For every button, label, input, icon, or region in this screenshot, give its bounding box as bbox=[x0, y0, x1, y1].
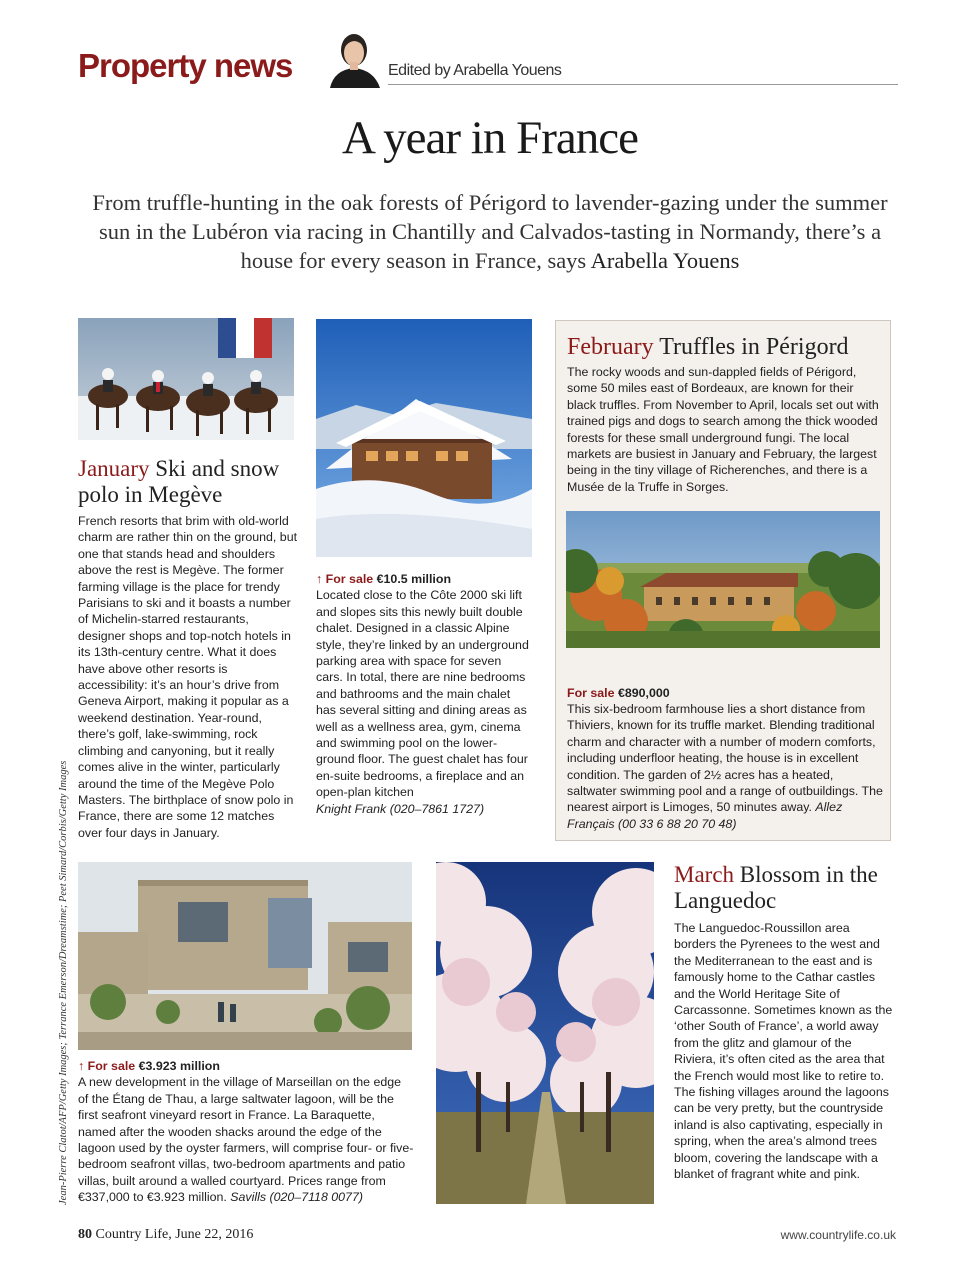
marseillan-sale-line bbox=[78, 1058, 414, 1074]
sale-arrow-icon: ↑ bbox=[78, 1059, 85, 1073]
february-month: February bbox=[567, 334, 654, 360]
section-header bbox=[78, 44, 898, 90]
marseillan-listing bbox=[78, 1058, 414, 1206]
standfirst-text: From truffle-hunting in the oak forests of Périgord to lavender-gazing under the summer sun in the Lubéron via racing in Chantilly and Calvados-tasting in Normandy, there’s a house for every season in France, says bbox=[92, 190, 888, 273]
march-heading bbox=[674, 862, 894, 914]
header-rule bbox=[388, 84, 898, 85]
editor-credit: Edited by Arabella Youens bbox=[388, 62, 562, 79]
chalet-agent: Knight Frank (020–7861 1727) bbox=[316, 801, 485, 816]
marseillan-development-photo bbox=[78, 862, 412, 1050]
standfirst-author: Arabella Youens bbox=[590, 248, 740, 273]
farmhouse-agent: Allez Français (00 33 6 88 20 70 48) bbox=[567, 800, 843, 831]
photo-credits-text: Jean-Pierre Clatot/AFP/Getty Images; Terrance Emerson/Dreamstime; Peet Simard/Corbis/Getty Images bbox=[58, 760, 69, 1205]
editor-portrait bbox=[322, 26, 386, 88]
page-number: 80 bbox=[78, 1227, 92, 1242]
march-title: Blossom in the Languedoc bbox=[674, 862, 878, 913]
footer-url[interactable]: www.countrylife.co.uk bbox=[780, 1228, 896, 1242]
chalet-listing bbox=[316, 571, 530, 817]
marseillan-agent: Savills (020–7118 0077) bbox=[230, 1190, 363, 1205]
section-title: Property news bbox=[78, 47, 293, 84]
chalet-price: €10.5 million bbox=[376, 572, 452, 586]
chalet-sale-line bbox=[316, 571, 530, 587]
marseillan-description: A new development in the village of Marseillan on the edge of the Étang de Thau, a large saltwater lagoon, will be the first seafront vineyard resort in France. La Baraquette, named after the wooden shacks around the edge of the lagoon used by the oyster farmers, will comprise four- or five-bedroom seafront villas, two-bedroom apartments and patio villas, built around a walled courtyard. Prices range from €337,000 to €3.923 million. bbox=[78, 1075, 414, 1205]
march-month: March bbox=[674, 862, 735, 887]
almond-blossom-photo bbox=[436, 862, 654, 1204]
farmhouse-for-sale: For sale bbox=[567, 686, 615, 700]
farmhouse-description: This six-bedroom farmhouse lies a short distance from Thiviers, known for its truffle market. Blending traditional charm and character with a number of modern comforts, including underfloor heating, the house is in excellent condition. The garden of 2½ acres has a heated, saltwater swimming pool and a range of outbuildings. The nearest airport is Limoges, 50 minutes away. bbox=[567, 702, 883, 815]
february-title: Truffles in Périgord bbox=[659, 334, 849, 360]
marseillan-body bbox=[78, 1074, 414, 1205]
snow-polo-photo bbox=[78, 318, 294, 440]
march-body: The Languedoc-Roussillon area borders the Pyrenees to the west and the Mediterranean to the east and is famously home to the Cathar castles and the World Heritage Site of Carcassonne. Sometimes known as the ‘other South of France’, a world away from the glitz and glamour of the Riviera, it’s often cited as the area that the French would most like to retire to. The fishing villages around the lagoons can be very pretty, but the countryside inland is also captivating, especially in spring, when the area’s almond trees bloom, covering the landscape with a blanket of fragrant white and pink. bbox=[674, 921, 893, 1182]
marseillan-for-sale: For sale bbox=[87, 1059, 136, 1073]
february-box bbox=[555, 320, 891, 841]
chalet-for-sale: For sale bbox=[325, 572, 374, 586]
sale-arrow-icon: ↑ bbox=[316, 572, 323, 586]
january-month: January bbox=[78, 456, 150, 481]
standfirst bbox=[80, 188, 900, 275]
marseillan-price: €3.923 million bbox=[138, 1059, 220, 1073]
february-body: The rocky woods and sun-dappled fields of Périgord, some 50 miles east of Bordeaux, are known for their black truffles. From November to April, locals set out with trained pigs and dogs to search among the thick wooded forests for these small underground fungi. The local markets are busiest in January and February, the largest being in the tiny village of Richerenches, and there is a Musée de la Truffe in Sorges. bbox=[567, 365, 879, 494]
february-heading bbox=[567, 334, 887, 360]
farmhouse-photo bbox=[566, 511, 880, 648]
january-title: Ski and snow polo in Megève bbox=[78, 456, 280, 507]
farmhouse-price: €890,000 bbox=[617, 686, 670, 700]
january-section bbox=[78, 456, 298, 841]
footer-left bbox=[78, 1227, 253, 1243]
publication-line: Country Life, June 22, 2016 bbox=[95, 1227, 254, 1242]
headline: A year in France bbox=[342, 112, 638, 164]
farmhouse-sale-line bbox=[567, 685, 883, 701]
photo-credits bbox=[58, 645, 72, 1205]
january-heading bbox=[78, 456, 298, 508]
chalet-body: Located close to the Côte 2000 ski lift and slopes sits this newly built double chalet. Designed in a classic Alpine style, they’re linked by an underground parking area with space for seven cars. In total, there are nine bedrooms and bathrooms and the main chalet has several sitting and dining areas as well as a wellness area, gym, cinema and swimming pool on the lower-ground floor. The guest chalet has four en-suite bedrooms, a fireplace and an open-plan kitchen bbox=[316, 588, 529, 800]
farmhouse-body bbox=[567, 701, 883, 832]
chalet-photo bbox=[316, 319, 532, 557]
january-body: French resorts that brim with old-world charm are rather thin on the ground, but one that stands head and shoulders above the rest is Megève. The former farming village is the place for trendy Parisians to ski and it boasts a number of Michelin-starred restaurants, designer shops and top-notch hotels in its 13th-century centre. What it does have above other resorts is accessibility: it’s an hour’s drive from Geneva Airport, making it popular as a weekend destination. Year-round, there’s golf, lake-swimming, rock climbing and canyoning, but it really comes alive in the winter, particularly around the time of the Megève Polo Masters. The birthplace of snow polo in France, there are some 12 matches over four days in January. bbox=[78, 514, 298, 840]
march-section bbox=[674, 862, 894, 1183]
